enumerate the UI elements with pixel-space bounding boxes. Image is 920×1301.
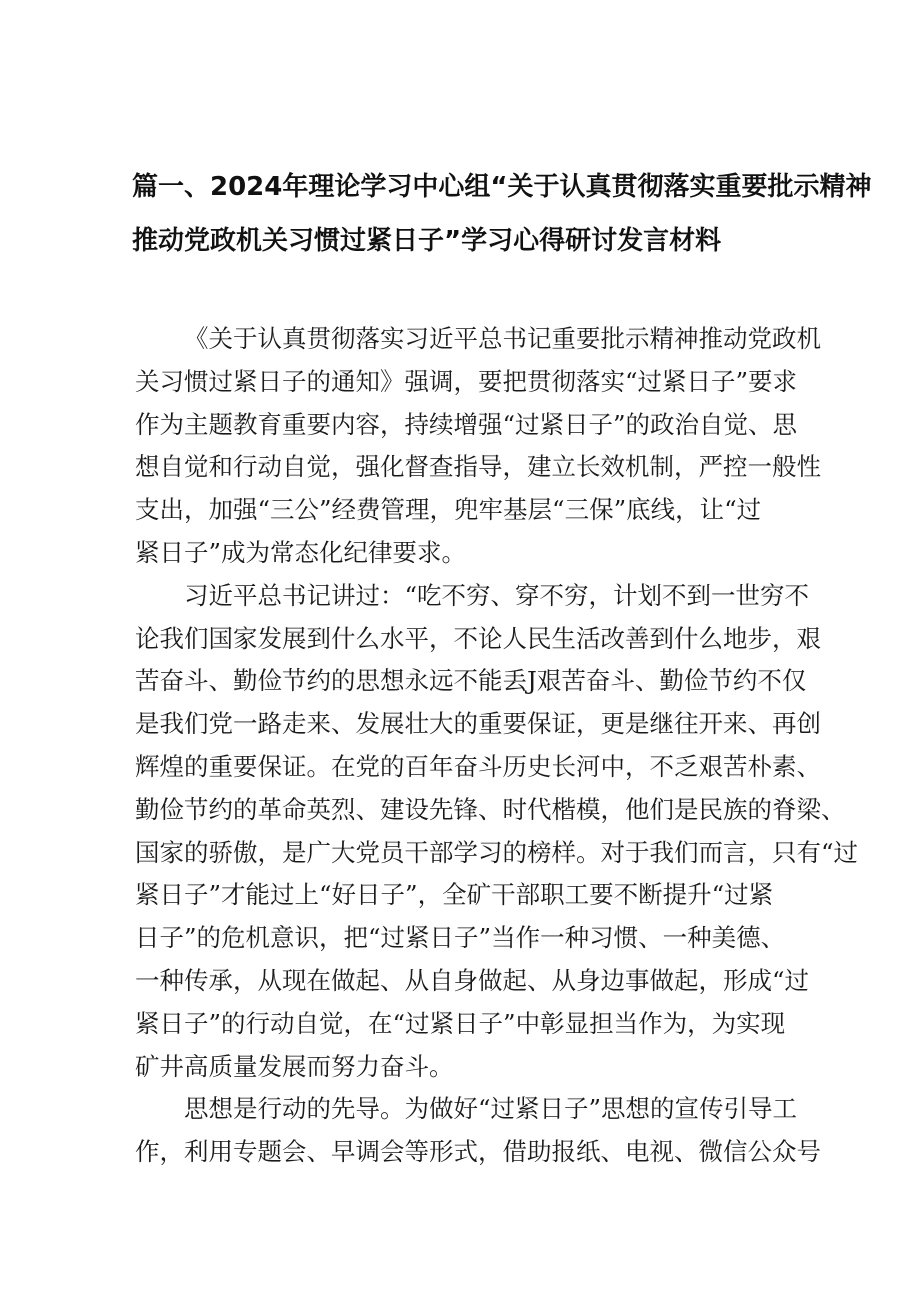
paragraph-line: 作为主题教育重要内容，持续增强“过紧日子”的政治自觉、思 [135,409,798,439]
paragraph-line: 勤俭节约的革命英烈、建设先锋、时代楷模，他们是民族的脊梁、 [135,794,846,824]
paragraph-line: 关习惯过紧日子的通知》强调，要把贯彻落实“过紧日子”要求 [135,366,798,396]
title-line-2: 推动党政机关习惯过紧日子”学习心得研讨发言材料 [132,226,722,256]
paragraph-line: 思想是行动的先导。为做好“过紧日子”思想的宣传引导工 [184,1094,798,1124]
paragraph-line: 紧日子”的行动自觉，在“过紧日子”中彰显担当作为，为实现 [135,1008,786,1038]
document-body [135,318,859,1174]
paragraph-line: 紧日子”成为常态化纪律要求。 [135,537,467,567]
title-line-1: 篇一、2024年理论学习中心组“关于认真贯彻落实重要批示精神 [132,172,872,202]
paragraph-2 [135,575,859,1089]
paragraph-line: 辉煌的重要保证。在党的百年奋斗历史长河中，不乏艰苦朴素、 [135,751,821,781]
paragraph-line: 国家的骄傲，是广大党员干部学习的榜样。对于我们而言，只有“过 [135,837,859,867]
paragraph-line: 《关于认真贯彻落实习近平总书记重要批示精神推动党政机 [184,324,821,353]
paragraph-line: 矿井高质量发展而努力奋斗。 [135,1051,454,1081]
paragraph-line: 是我们党一路走来、发展壮大的重要保证，更是继往开来、再创 [135,709,821,739]
paragraph-line: 紧日子”才能过上“好日子”，全矿干部职工要不断提升“过紧 [135,880,774,910]
paragraph-line: 作，利用专题会、早调会等形式，借助报纸、电视、微信公众号 [135,1137,821,1167]
paragraph-line: 论我们国家发展到什么水平，不论人民生活改善到什么地步，艰 [135,623,821,653]
paragraph-line: 苦奋斗、勤俭节约的思想永远不能丢J艰苦奋斗、勤俭节约不仅 [135,666,807,696]
paragraph-line: 习近平总书记讲过：“吃不穷、穿不穷，计划不到一世穷不 [184,580,810,610]
paragraph-line: 一种传承，从现在做起、从自身做起、从身边事做起，形成“过 [135,965,810,995]
paragraph-line: 日子”的危机意识，把“过紧日子”当作一种习惯、一种美德、 [135,923,786,953]
document-title [132,160,872,268]
paragraph-line: 支出，加强“三公”经费管理，兜牢基层“三保”底线，让“过 [135,495,762,525]
paragraph-1 [135,318,821,575]
paragraph-line: 想自觉和行动自觉，强化督查指导，建立长效机制，严控一般性 [135,452,821,482]
paragraph-3 [135,1088,821,1174]
